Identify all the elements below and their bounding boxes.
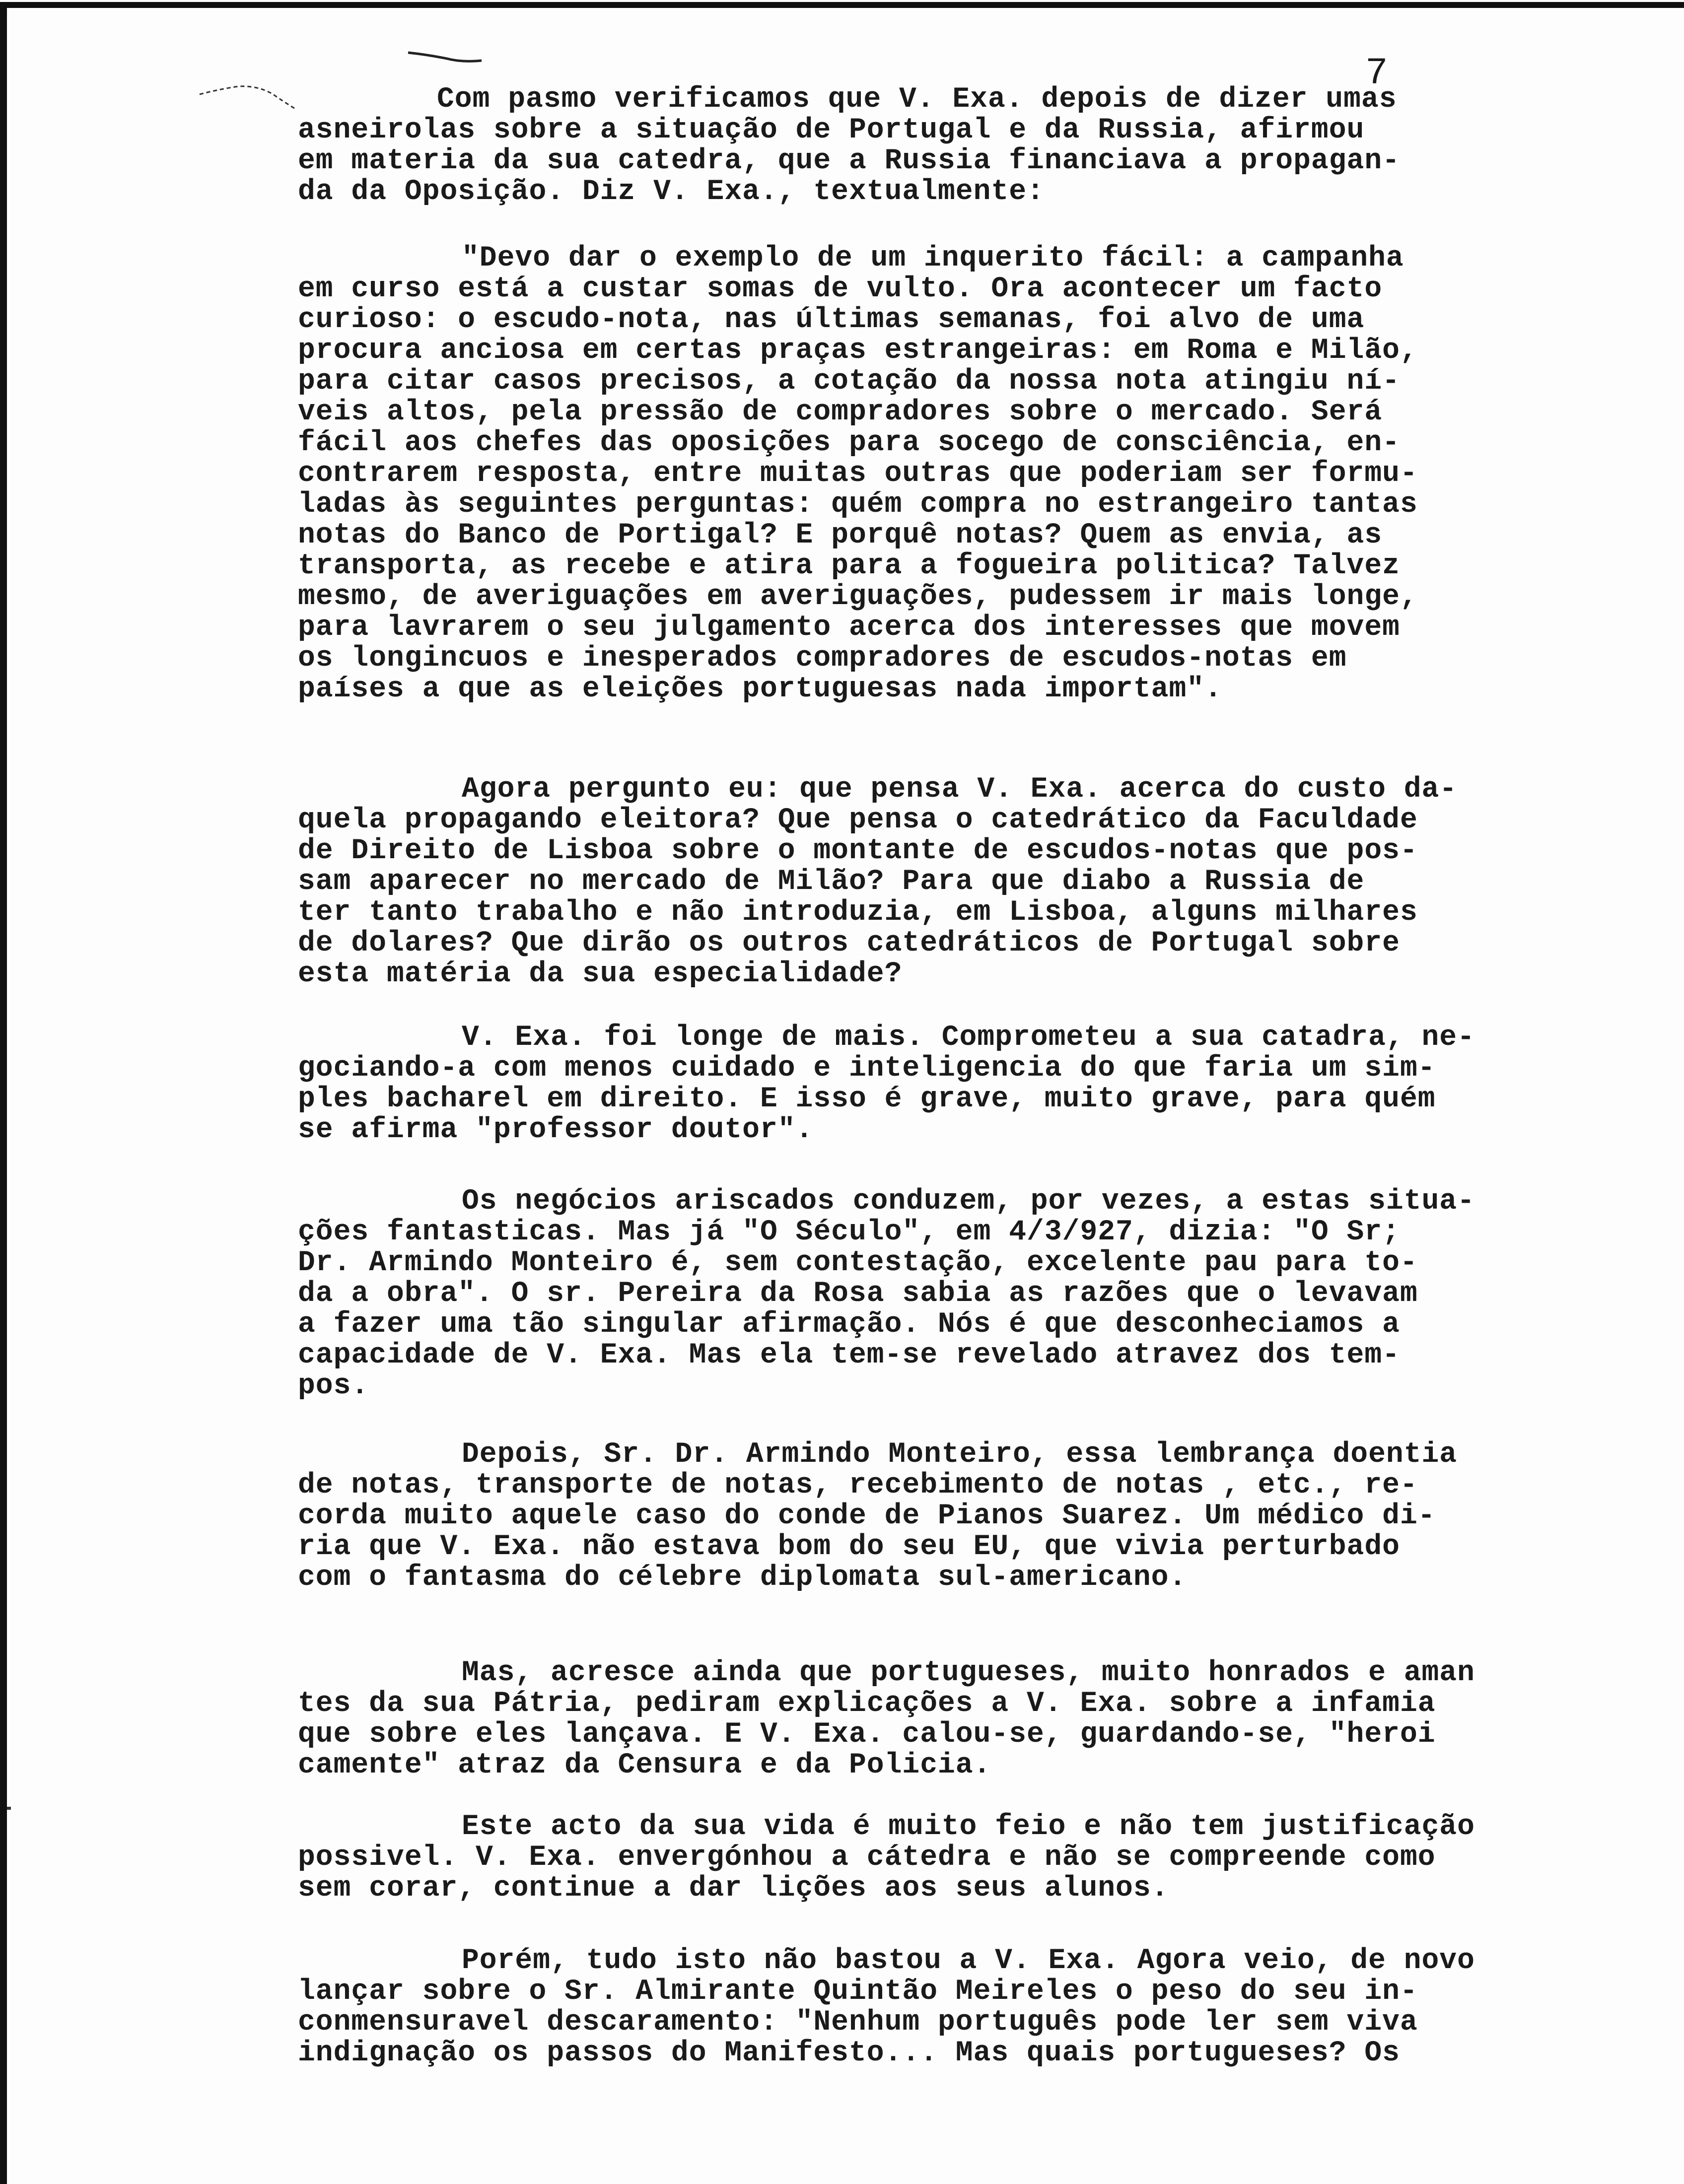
text-line: ladas às seguintes perguntas: quém compra no estrangeiro tantas	[298, 488, 1418, 521]
text-line: da a obra". O sr. Pereira da Rosa sabia as razões que o levavam	[298, 1278, 1418, 1310]
text-line: pos.	[298, 1370, 369, 1402]
text-line: tes da sua Pátria, pediram explicações a V. Exa. sobre a infamia	[298, 1688, 1436, 1720]
text-line: de Direito de Lisboa sobre o montante de escudos-notas que pos-	[298, 835, 1418, 867]
text-line: Depois, Sr. Dr. Armindo Monteiro, essa lembrança doentia	[462, 1438, 1458, 1471]
scan-border-left	[0, 2, 7, 2184]
text-line: a fazer uma tão singular afirmação. Nós é que desconheciamos a	[298, 1308, 1400, 1341]
text-line: de notas, transporte de notas, recebimento de notas , etc., re-	[298, 1469, 1418, 1502]
text-line: em curso está a custar somas de vulto. Ora acontecer um facto	[298, 273, 1383, 305]
text-line: ples bacharel em direito. E isso é grave, muito grave, para quém	[298, 1083, 1436, 1115]
paragraph-2-quote	[298, 243, 1589, 705]
paragraph-6	[298, 1439, 1589, 1593]
text-line: "Devo dar o exemplo de um inquerito fácil: a campanha	[462, 242, 1404, 274]
pen-mark-left	[199, 79, 298, 114]
text-line: Este acto da sua vida é muito feio e não tem justificação	[462, 1811, 1475, 1843]
text-line: procura anciosa em certas praças estrangeiras: em Roma e Milão,	[298, 335, 1418, 367]
text-line: conmensuravel descaramento: "Nenhum português pode ler sem viva	[298, 2006, 1418, 2039]
text-line: capacidade de V. Exa. Mas ela tem-se revelado atravez dos tem-	[298, 1339, 1400, 1371]
text-line: gociando-a com menos cuidado e inteligencia do que faria um sim-	[298, 1052, 1436, 1085]
text-line: possivel. V. Exa. envergónhou a cátedra e não se compreende como	[298, 1842, 1436, 1874]
text-line: mesmo, de averiguações em averiguações, pudessem ir mais longe,	[298, 581, 1418, 613]
text-line: Porém, tudo isto não bastou a V. Exa. Agora veio, de novo	[462, 1945, 1475, 1977]
text-line: Dr. Armindo Monteiro é, sem contestação, excelente pau para to-	[298, 1247, 1418, 1279]
text-line: para lavrarem o seu julgamento acerca dos interesses que movem	[298, 612, 1400, 644]
text-line: ter tanto trabalho e não introduzia, em Lisboa, alguns milhares	[298, 896, 1418, 929]
text-line: esta matéria da sua especialidade?	[298, 958, 903, 990]
text-line: que sobre eles lançava. E V. Exa. calou-se, guardando-se, "heroi	[298, 1718, 1436, 1751]
paragraph-7	[298, 1658, 1589, 1781]
text-line: contrarem resposta, entre muitas outras que poderiam ser formu-	[298, 458, 1418, 490]
paragraph-4	[298, 1023, 1589, 1146]
text-line: Mas, acresce ainda que portugueses, muito honrados e aman	[462, 1657, 1475, 1689]
text-line: Agora pergunto eu: que pensa V. Exa. acerca do custo da-	[462, 773, 1458, 806]
text-line: para citar casos precisos, a cotação da nossa nota atingiu ní-	[298, 365, 1400, 398]
pen-mark-top	[407, 50, 487, 65]
text-line: curioso: o escudo-nota, nas últimas semanas, foi alvo de uma	[298, 304, 1365, 336]
text-line: sam aparecer no mercado de Milão? Para que diabo a Russia de	[298, 866, 1365, 898]
text-line: ria que V. Exa. não estava bom do seu EU, que vivia perturbado	[298, 1531, 1400, 1563]
text-line: em materia da sua catedra, que a Russia financiava a propagan-	[298, 145, 1400, 177]
text-line: países a que as eleições portuguesas nada importam".	[298, 673, 1222, 705]
text-line: sem corar, continue a dar lições aos seus alunos.	[298, 1872, 1169, 1905]
margin-tick	[7, 1807, 11, 1810]
text-line: veis altos, pela pressão de compradores sobre o mercado. Será	[298, 396, 1383, 428]
text-line: se afirma "professor doutor".	[298, 1114, 814, 1146]
page-number: 7	[1365, 52, 1388, 95]
paragraph-1	[298, 84, 1589, 207]
text-line: asneirolas sobre a situação de Portugal e da Russia, afirmou	[298, 114, 1365, 146]
text-line: camente" atraz da Censura e da Policia.	[298, 1749, 991, 1781]
text-line: V. Exa. foi longe de mais. Comprometeu a sua catadra, ne-	[462, 1022, 1475, 1054]
text-line: os longincuos e inesperados compradores de escudos-notas em	[298, 642, 1347, 675]
text-line: Os negócios ariscados conduzem, por vezes, a estas situa-	[462, 1185, 1475, 1218]
text-line: com o fantasma do célebre diplomata sul-americano.	[298, 1562, 1187, 1594]
text-line: da da Oposição. Diz V. Exa., textualmente:	[298, 176, 1045, 208]
paragraph-8	[298, 1812, 1589, 1904]
text-line: ções fantasticas. Mas já "O Século", em 4/3/927, dizia: "O Sr;	[298, 1216, 1400, 1248]
text-line: fácil aos chefes das oposições para socego de consciência, en-	[298, 427, 1400, 459]
text-line: notas do Banco de Portigal? E porquê notas? Quem as envia, as	[298, 519, 1383, 551]
text-line: de dolares? Que dirão os outros catedráticos de Portugal sobre	[298, 927, 1400, 959]
scan-border-top	[4, 2, 1684, 8]
text-line: transporta, as recebe e atira para a fogueira politica? Talvez	[298, 550, 1400, 582]
paragraph-5	[298, 1186, 1589, 1402]
text-line: indignação os passos do Manifesto... Mas quais portugueses? Os	[298, 2037, 1400, 2069]
paragraph-3	[298, 774, 1589, 990]
text-line: lançar sobre o Sr. Almirante Quintão Meireles o peso do seu in-	[298, 1976, 1418, 2008]
text-line: corda muito aquele caso do conde de Pianos Suarez. Um médico di-	[298, 1500, 1436, 1532]
text-line: Com pasmo verificamos que V. Exa. depois de dizer umas	[437, 83, 1397, 116]
text-line: quela propagando eleitora? Que pensa o catedrático da Faculdade	[298, 804, 1418, 836]
paragraph-9	[298, 1946, 1589, 2069]
